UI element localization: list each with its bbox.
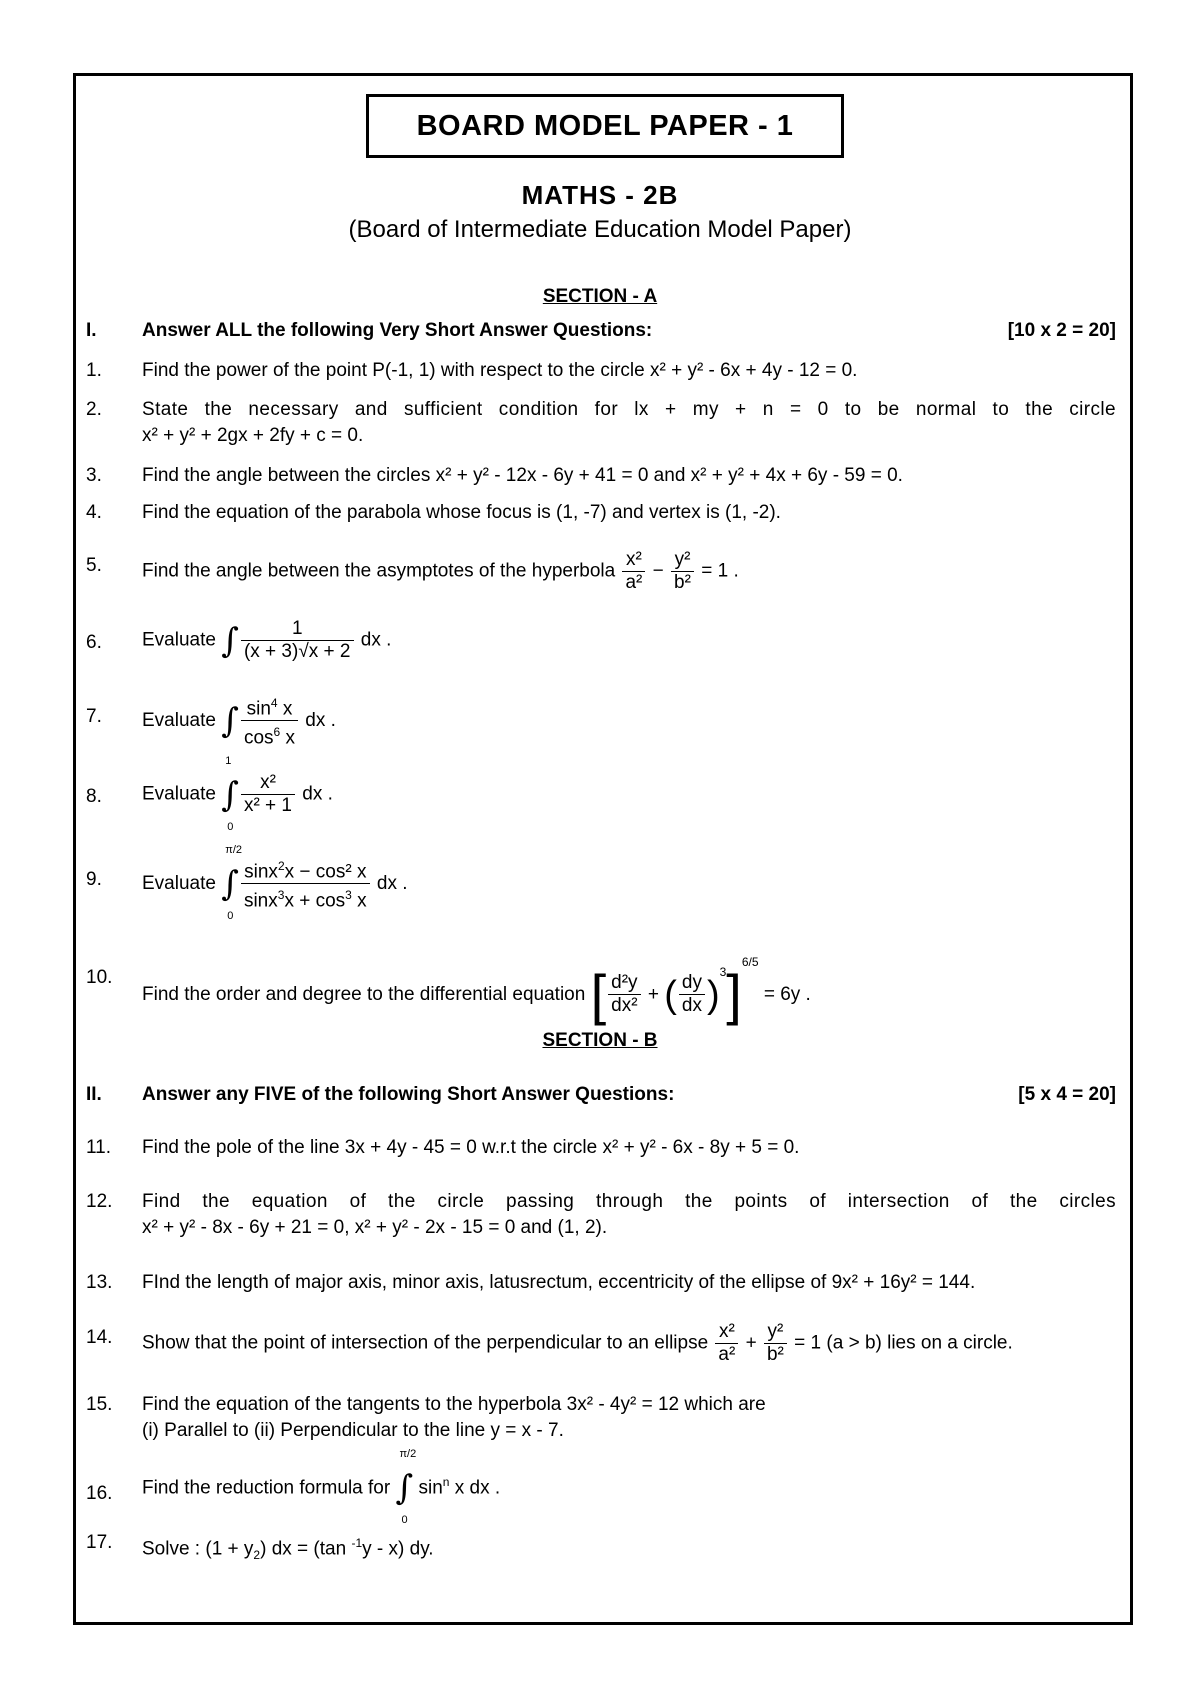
section-b-heading: SECTION - B — [542, 1030, 658, 1051]
section-a-instructions — [86, 320, 1116, 346]
marks-label: [5 x 4 = 20] — [1018, 1084, 1116, 1105]
question-number: 10. — [86, 967, 113, 988]
section-a-heading: SECTION - A — [542, 286, 658, 307]
math-fraction: $\frac{\text{d²y}}{\text{dx²}}$ — [608, 972, 640, 1017]
question-number: 11. — [86, 1137, 112, 1158]
section-b-instructions — [86, 1084, 1116, 1110]
math-fraction: $\frac{\text{x²}}{\text{a²}}$ — [715, 1321, 738, 1366]
marks-label: [10 x 2 = 20] — [1007, 320, 1116, 341]
question-text: Find the equation of the circle passing through the points of intersection of the circles — [142, 1191, 1116, 1212]
question-text: Evaluate — [142, 872, 216, 894]
math-fraction: $\frac{\text{x²}}{\text{a²}}$ — [622, 549, 645, 594]
question-text-line2: x² + y² + 2gx + 2fy + c = 0. — [142, 425, 364, 446]
question-number: 9. — [86, 869, 102, 890]
question-text: Solve : (1 + y — [142, 1538, 254, 1560]
question-number: 16. — [86, 1483, 113, 1504]
instr-number: II. — [86, 1084, 102, 1105]
question-number: 3. — [86, 465, 102, 486]
question-number: 15. — [86, 1394, 113, 1415]
instr-text: Answer ALL the following Very Short Answer Questions: — [142, 320, 653, 341]
integral-sign: ∫ — [221, 863, 239, 904]
question-text-line2: (i) Parallel to (ii) Perpendicular to the line y = x - 7. — [142, 1420, 564, 1441]
math-fraction: $\frac{\text{y²}}{\text{b²}}$ — [671, 549, 694, 594]
question-text: Find the power of the point P(-1, 1) with respect to the circle x² + y² - 6x + 4y - 12 = 0. — [142, 360, 858, 381]
integral-sign: ∫ — [221, 700, 239, 741]
question-text: Evaluate — [142, 629, 216, 651]
question-text: Find the angle between the asymptotes of the hyperbola — [142, 560, 616, 582]
question-text-tail: (a > b) lies on a circle. — [826, 1332, 1013, 1354]
subject-heading: MATHS - 2B — [521, 180, 679, 210]
question-number: 5. — [86, 555, 102, 576]
question-text: Find the reduction formula for — [142, 1477, 391, 1499]
math-fraction: $\frac{\sin x^2x - \cos^2 x}{\sin x^3x + \cos^3 x}$ — [241, 855, 370, 913]
question-text: Show that the point of intersection of the perpendicular to an ellipse — [142, 1332, 709, 1354]
paper-title: BOARD MODEL PAPER - 1 — [366, 94, 844, 158]
question-text: Find the angle between the circles x² + y² - 12x - 6y + 41 = 0 and x² + y² + 4x + 6y - 59 = 0. — [142, 465, 903, 486]
integral-sign: ∫ — [395, 1468, 414, 1509]
question-number: 6. — [86, 632, 102, 653]
question-text: Find the pole of the line 3x + 4y - 45 = 0 w.r.t the circle x² + y² - 6x - 8y + 5 = 0. — [142, 1137, 800, 1158]
question-number: 14. — [86, 1327, 113, 1348]
question-number: 12. — [86, 1191, 113, 1212]
instr-number: I. — [86, 320, 97, 341]
question-text: Find the equation of the tangents to the hyperbola 3x² - 4y² = 12 which are — [142, 1394, 766, 1415]
math-fraction: $\frac{1}{(x + 3)√x + 2}$ — [241, 618, 354, 663]
question-text: Evaluate — [142, 783, 216, 805]
question-number: 7. — [86, 706, 102, 727]
question-text: Find the order and degree to the differential equation — [142, 984, 586, 1005]
question-number: 4. — [86, 502, 102, 523]
math-fraction: $\frac{\sin^4 x}{\cos^6 x}$ — [241, 692, 298, 750]
integral-sign: ∫ — [221, 620, 239, 661]
subtitle: (Board of Intermediate Education Model Paper) — [348, 216, 852, 243]
question-number: 1. — [86, 360, 102, 381]
question-number: 17. — [86, 1532, 113, 1553]
question-text: Find the equation of the parabola whose focus is (1, -7) and vertex is (1, -2). — [142, 502, 781, 523]
math-fraction: $\frac{\text{y²}}{\text{b²}}$ — [764, 1321, 787, 1366]
question-number: 2. — [86, 399, 102, 420]
math-fraction: $\frac{\text{x²}}{\text{x² + 1}}$ — [241, 772, 295, 817]
question-number: 8. — [86, 786, 102, 807]
instr-text: Answer any FIVE of the following Short Answer Questions: — [142, 1084, 675, 1105]
question-text: FInd the length of major axis, minor axis, latusrectum, eccentricity of the ellipse of 9x² + 16y² = 144. — [142, 1272, 976, 1293]
question-number: 13. — [86, 1272, 113, 1293]
math-fraction: $\frac{dy}{dx}$ — [679, 972, 705, 1017]
question-text: State the necessary and sufficient condition for lx + my + n = 0 to be normal to the circle — [142, 399, 1116, 420]
question-text: Evaluate — [142, 709, 216, 731]
integral-sign: ∫ — [221, 774, 239, 815]
question-text-line2: x² + y² - 8x - 6y + 21 = 0, x² + y² - 2x - 15 = 0 and (1, 2). — [142, 1217, 608, 1238]
